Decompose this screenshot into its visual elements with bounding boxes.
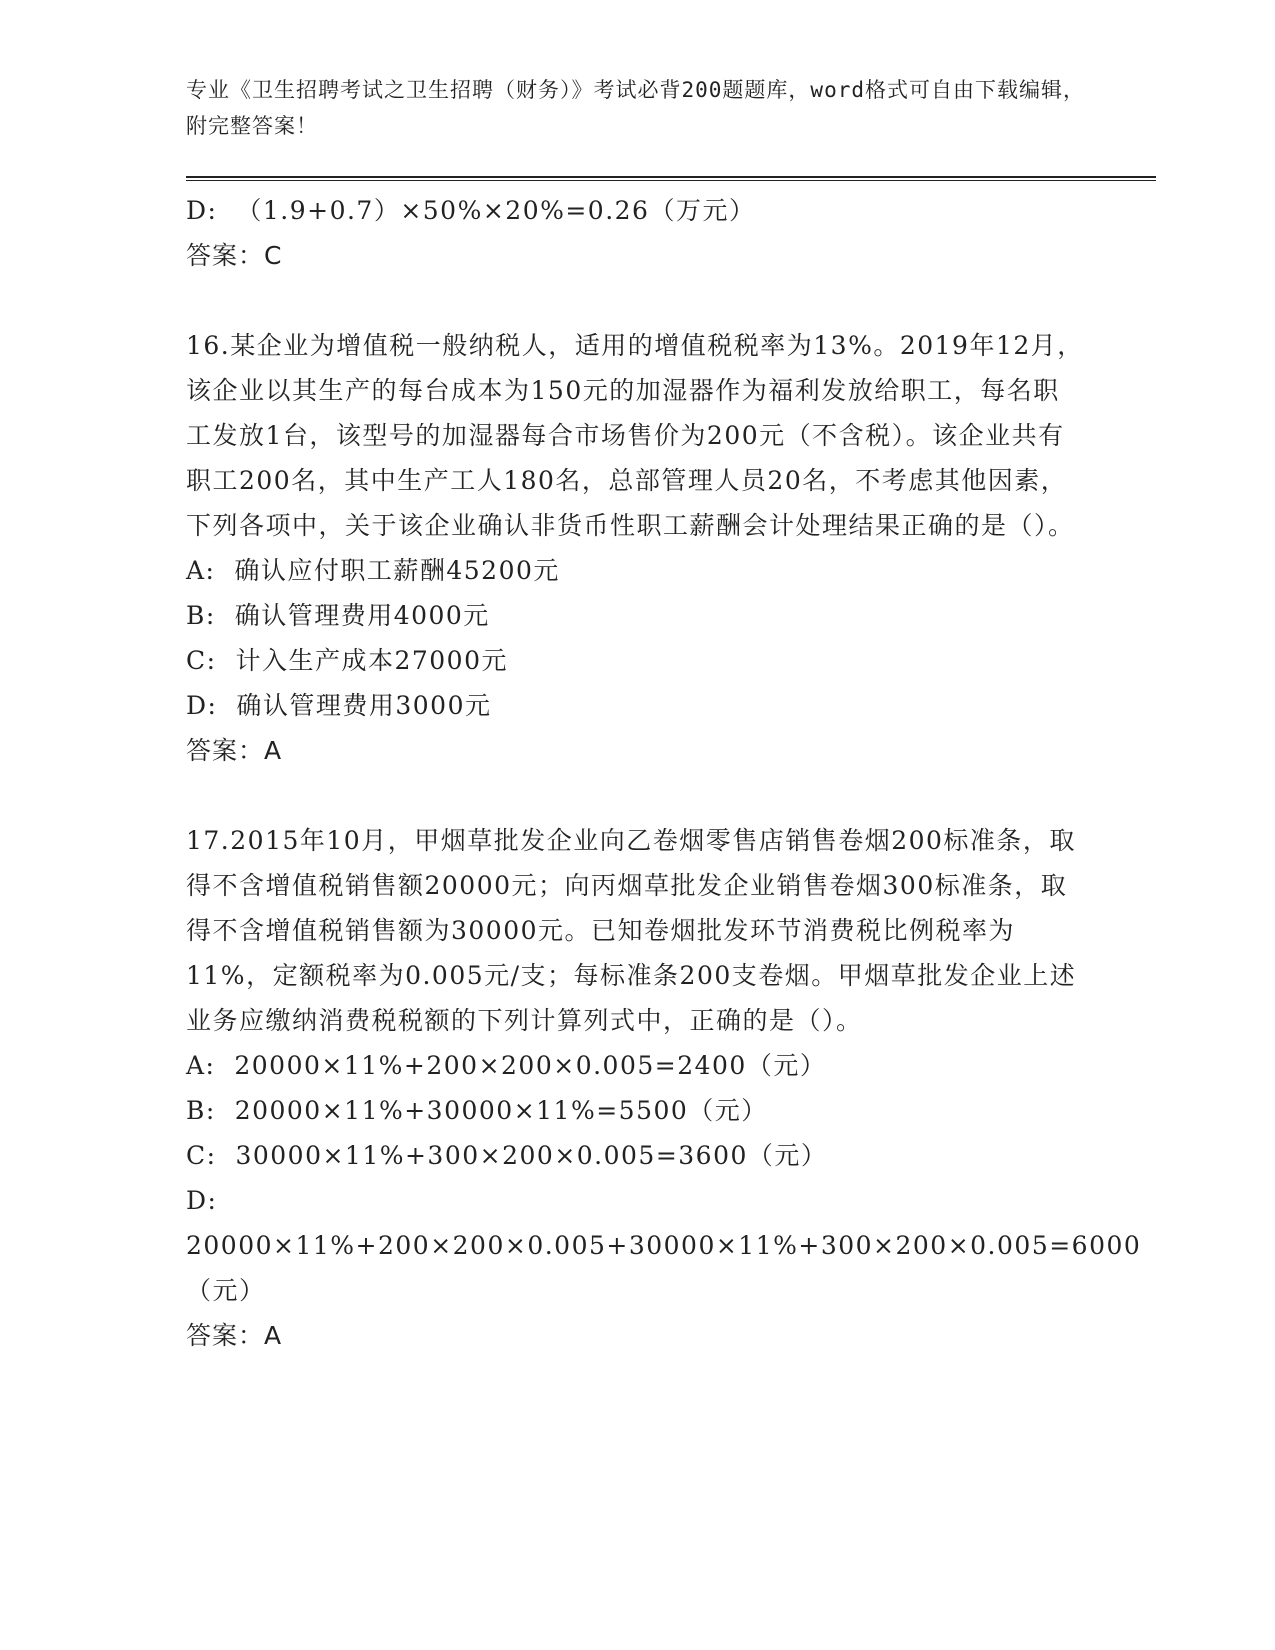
option-b: B: 确认管理费用4000元 bbox=[186, 601, 490, 630]
option-c: C: 30000×11%+300×200×0.005=3600（元） bbox=[186, 1141, 828, 1170]
option-b: B: 20000×11%+30000×11%=5500（元） bbox=[186, 1096, 768, 1125]
option-a: A: 确认应付职工薪酬45200元 bbox=[186, 556, 560, 585]
option-d: D: （1.9+0.7）×50%×20%=0.26（万元） bbox=[186, 196, 756, 225]
question-stem: 16.某企业为增值税一般纳税人，适用的增值税税率为13%。2019年12月，该企业以其生产的每台成本为150元的加湿器作为福利发放给职工，每名职工发放1台，该型号的加湿器每合市场售价为200元（不含税）。该企业共有职工200名，其中生产工人180名，总部管理人员20名，不考虑其他因素，下列各项中，关于该企业确认非货币性职工薪酬会计处理结果正确的是（）。 bbox=[186, 331, 1084, 540]
document-body bbox=[186, 188, 1142, 1358]
question-stem: 17.2015年10月，甲烟草批发企业向乙卷烟零售店销售卷烟200标准条，取得不含增值税销售额20000元；向丙烟草批发企业销售卷烟300标准条，取得不含增值税销售额为30000元。已知卷烟批发环节消费税比例税率为11%，定额税率为0.005元/支；每标准条200支卷烟。甲烟草批发企业上述业务应缴纳消费税税额的下列计算列式中，正确的是（）。 bbox=[186, 826, 1077, 1035]
option-d: D: 20000×11%+200×200×0.005+30000×11%+300×200×0.005=6000（元） bbox=[186, 1186, 1142, 1305]
document-header bbox=[186, 72, 1086, 144]
spacer bbox=[186, 278, 1086, 323]
answer-line: 答案：A bbox=[186, 736, 283, 765]
header-title: 专业《卫生招聘考试之卫生招聘（财务）》考试必背200题题库，word格式可自由下载编辑，附完整答案！ bbox=[186, 78, 1085, 138]
option-d: D: 确认管理费用3000元 bbox=[186, 691, 492, 720]
answer-line: 答案：C bbox=[186, 241, 283, 270]
spacer bbox=[186, 773, 1086, 818]
option-c: C: 计入生产成本27000元 bbox=[186, 646, 508, 675]
question-16 bbox=[186, 323, 1086, 773]
question-17 bbox=[186, 818, 1142, 1358]
header-divider bbox=[186, 176, 1156, 181]
option-a: A: 20000×11%+200×200×0.005=2400（元） bbox=[186, 1051, 827, 1080]
answer-line: 答案：A bbox=[186, 1321, 283, 1350]
previous-question-tail bbox=[186, 188, 1086, 278]
